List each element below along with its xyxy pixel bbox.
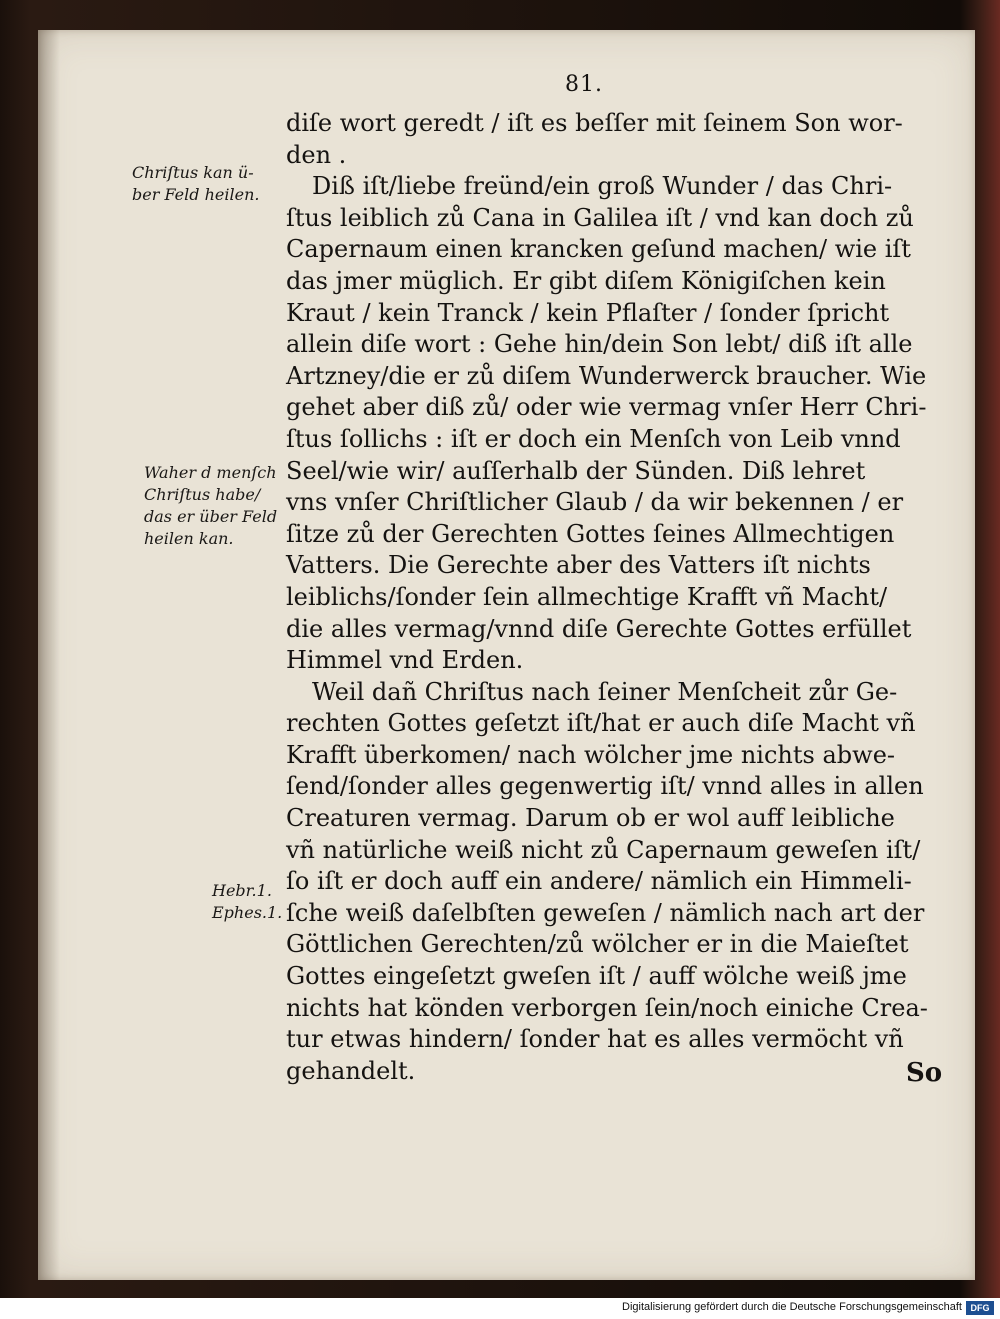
dfg-logo: DFG [966,1301,994,1315]
text-line: diſe wort geredt / iſt es beſſer mit ſeinem Son wor- [286,109,903,137]
folio-number: 81. [565,72,603,97]
text-line: rechten Gottes geſetzt iſt/hat er auch diſe Macht vñ [286,709,916,738]
text-line: allein diſe wort : Gehe hin/dein Son lebt/ diß iſt alle [286,330,913,359]
text-line: nichts hat könden verborgen ſein/noch einiche Crea- [286,993,928,1022]
catchword: So [906,1058,943,1088]
text-line: leiblichs/ſonder ſein allmechtige Krafft vñ Macht/ [286,582,888,611]
text-line: Artzney/die er zů diſem Wunderwerck braucher. Wie [286,361,927,390]
text-line: gehandelt. [286,1056,416,1085]
text-line: ſtus ſollichs : iſt er doch ein Menſch von Leib vnnd [286,424,901,453]
margin-note-line: Ephes.1. [212,903,283,922]
text-line: Vatters. Die Gerechte aber des Vatters iſt nichts [286,551,871,580]
margin-note-1 [132,162,259,206]
text-line: Diß iſt/liebe freünd/ein groß Wunder / das Chri- [312,172,893,201]
margin-note-line: ber Feld heilen. [132,185,260,204]
margin-note-line: Hebr.1. [212,881,272,900]
text-line: vñ natürliche weiß nicht zů Capernaum geweſen iſt/ [286,835,921,864]
text-line: ſche weiß daſelbſten geweſen / nämlich nach art der [286,898,925,927]
text-line: ſtus leiblich zů Cana in Galilea iſt / vnd kan doch zů [286,203,914,232]
margin-note-3 [212,880,282,924]
text-line: ſitze zů der Gerechten Gottes ſeines Allmechtigen [286,519,895,548]
text-line: gehet aber diß zů/ oder wie vermag vnſer Herr Chri- [286,393,927,422]
margin-note-line: Chriſtus habe/ [144,485,261,504]
spine-shadow [38,30,60,1280]
text-line: Creaturen vermag. Darum ob er wol auff leibliche [286,804,895,833]
text-line: tur etwas hindern/ ſonder hat es alles vermöcht vñ [286,1025,904,1054]
margin-note-2 [144,462,277,550]
digitization-footer [0,1298,1000,1319]
text-line: Gottes eingeſetzt gweſen iſt / auff wölche weiß jme [286,962,907,991]
text-line: ſend/ſonder alles gegenwertig iſt/ vnnd alles in allen [286,772,924,801]
text-line: Himmel vnd Erden. [286,646,524,675]
text-line: ſo iſt er doch auff ein andere/ nämlich ein Himmeli- [286,867,912,896]
text-line: Göttlichen Gerechten/zů wölcher er in die Maieſtet [286,930,909,959]
text-line: Kraut / kein Tranck / kein Pflaſter / ſonder ſpricht [286,298,890,327]
text-line: vns vnſer Chriſtlicher Glaub / da wir bekennen / er [286,488,904,517]
text-line: Seel/wie wir/ auſſerhalb der Sünden. Diß lehret [286,456,866,485]
text-line: Capernaum einen krancken geſund machen/ wie iſt [286,235,911,264]
text-line: Weil dañ Chriſtus nach ſeiner Menſcheit zůr Ge- [312,677,898,706]
text-line: die alles vermag/vnnd diſe Gerechte Gottes erfüllet [286,614,912,643]
text-line: Krafft überkomen/ nach wölcher jme nichts abwe- [286,740,895,769]
margin-note-line: heilen kan. [144,529,234,548]
text-line: den . [286,140,347,169]
margin-note-line: Waher d menſch [144,463,277,482]
main-text-block [286,108,956,1087]
text-line: das jmer müglich. Er gibt diſem Königiſchen kein [286,266,886,295]
footer-credit: Digitalisierung gefördert durch die Deutsche Forschungsgemeinschaft [622,1301,962,1313]
margin-note-line: Chriſtus kan ü- [132,163,254,182]
margin-note-line: das er über Feld [144,507,278,526]
